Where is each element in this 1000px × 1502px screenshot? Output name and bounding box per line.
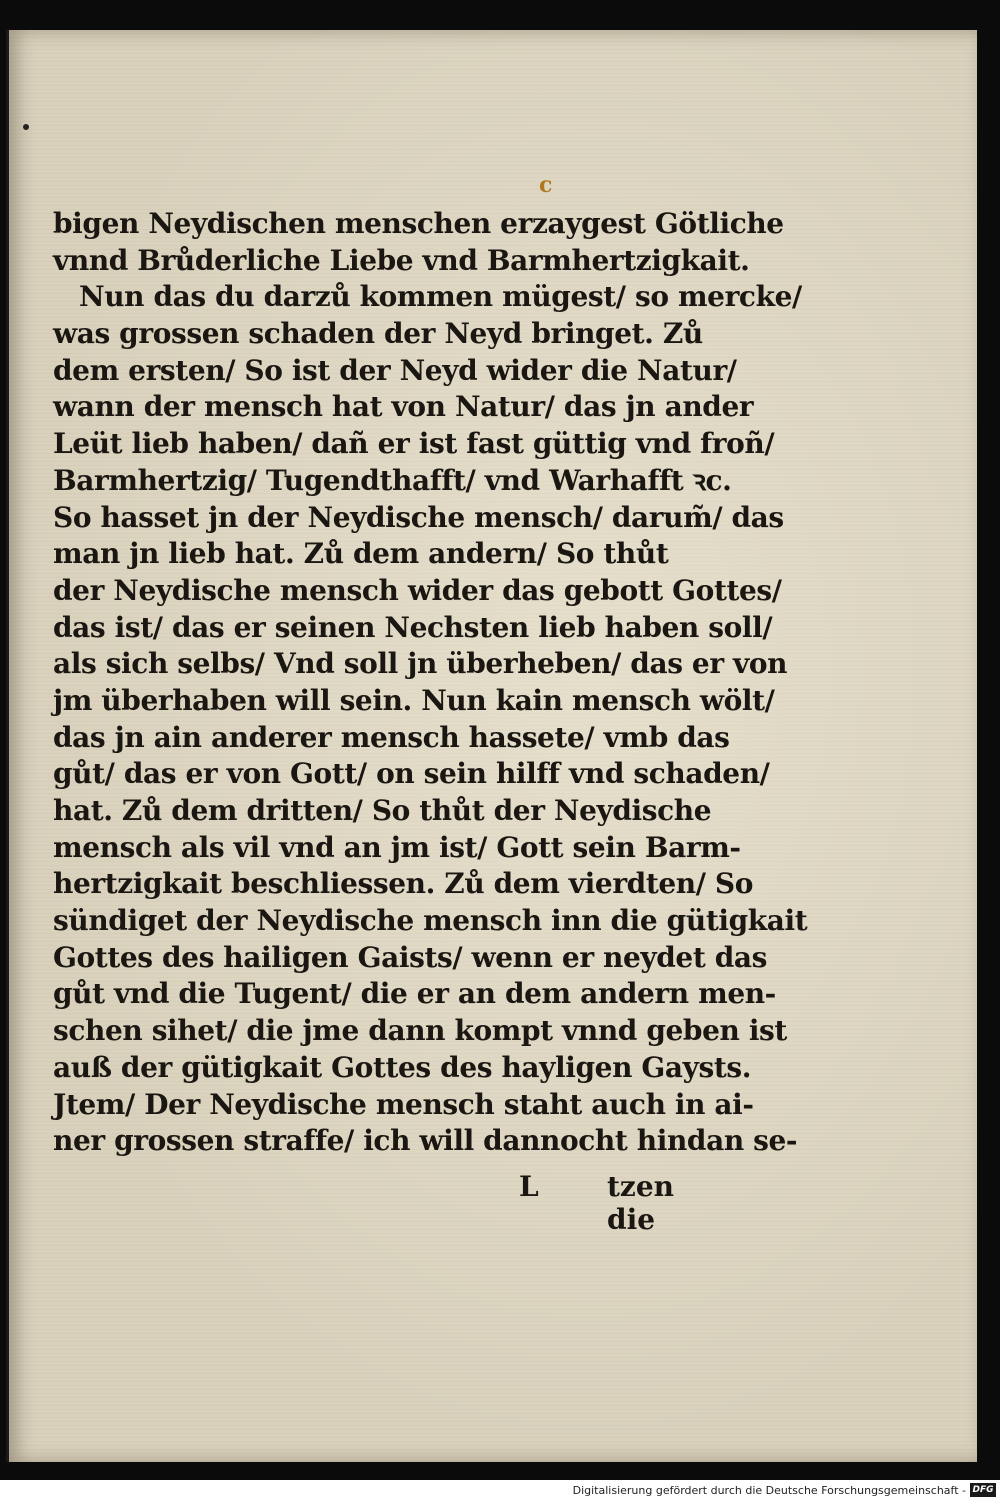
text-line: der Neydische mensch wider das gebott Gottes/ (53, 573, 782, 607)
book-page (6, 30, 977, 1462)
catchword: tzen die (607, 1170, 675, 1236)
text-line: wann der mensch hat von Natur/ das jn ander (53, 390, 754, 424)
signature-mark: L (519, 1170, 539, 1203)
spine-dot (23, 124, 29, 130)
text-line: bigen Neydischen menschen erzaygest Götliche (53, 207, 784, 240)
text-line: man jn lieb hat. Zů dem andern/ So thůt (53, 537, 669, 571)
funding-credit: Digitalisierung gefördert durch die Deutsche Forschungsgemeinschaft - (572, 1484, 966, 1497)
text-line: was grossen schaden der Neyd bringet. Zů (53, 317, 703, 351)
text-line: Jtem/ Der Neydische mensch staht auch in ai- (53, 1087, 754, 1121)
text-line: auß der gütigkait Gottes des hayligen Gaysts. (53, 1050, 752, 1084)
text-line: als sich selbs/ Vnd soll jn überheben/ das er von (53, 647, 788, 681)
text-line: Barmhertzig/ Tugendthafft/ vnd Warhafft ꝛc. (53, 463, 732, 497)
dfg-logo-icon: DFG (970, 1483, 996, 1497)
text-line: sündiget der Neydische mensch inn die gütigkait (53, 904, 808, 938)
text-line: hertzigkait beschliessen. Zů dem vierdten/ So (53, 867, 754, 901)
ink-mark: c (539, 172, 553, 198)
text-line: jm überhaben will sein. Nun kain mensch wölt/ (53, 683, 775, 717)
text-line: gůt/ das er von Gott/ on sein hilff vnd schaden/ (53, 757, 770, 791)
text-line: das jn ain anderer mensch hassete/ vmb das (53, 720, 730, 754)
text-line: Gottes des hailigen Gaists/ wenn er neydet das (53, 940, 768, 974)
text-line: mensch als vil vnd an jm ist/ Gott sein Barm- (53, 830, 741, 864)
text-line: gůt vnd die Tugent/ die er an dem andern men- (53, 977, 776, 1011)
text-line: Nun das du darzů kommen mügest/ so mercke/ (79, 280, 802, 314)
page-text (53, 206, 808, 1160)
text-line: schen sihet/ die jme dann kompt vnnd geben ist (53, 1014, 787, 1048)
catchword-row (519, 1170, 729, 1236)
text-line: das ist/ das er seinen Nechsten lieb haben soll/ (53, 610, 773, 644)
text-line: Leüt lieb haben/ dañ er ist fast güttig vnd froñ/ (53, 427, 775, 461)
text-line: vnnd Brůderliche Liebe vnd Barmhertzigkait. (53, 243, 750, 277)
text-line: hat. Zů dem dritten/ So thůt der Neydische (53, 794, 712, 827)
text-line: So hasset jn der Neydische mensch/ darum̃/ das (53, 500, 784, 534)
text-line: dem ersten/ So ist der Neyd wider die Natur/ (53, 353, 737, 387)
footer-bar (0, 1480, 1000, 1502)
text-line: ner grossen straffe/ ich will dannocht hindan se- (53, 1124, 798, 1158)
